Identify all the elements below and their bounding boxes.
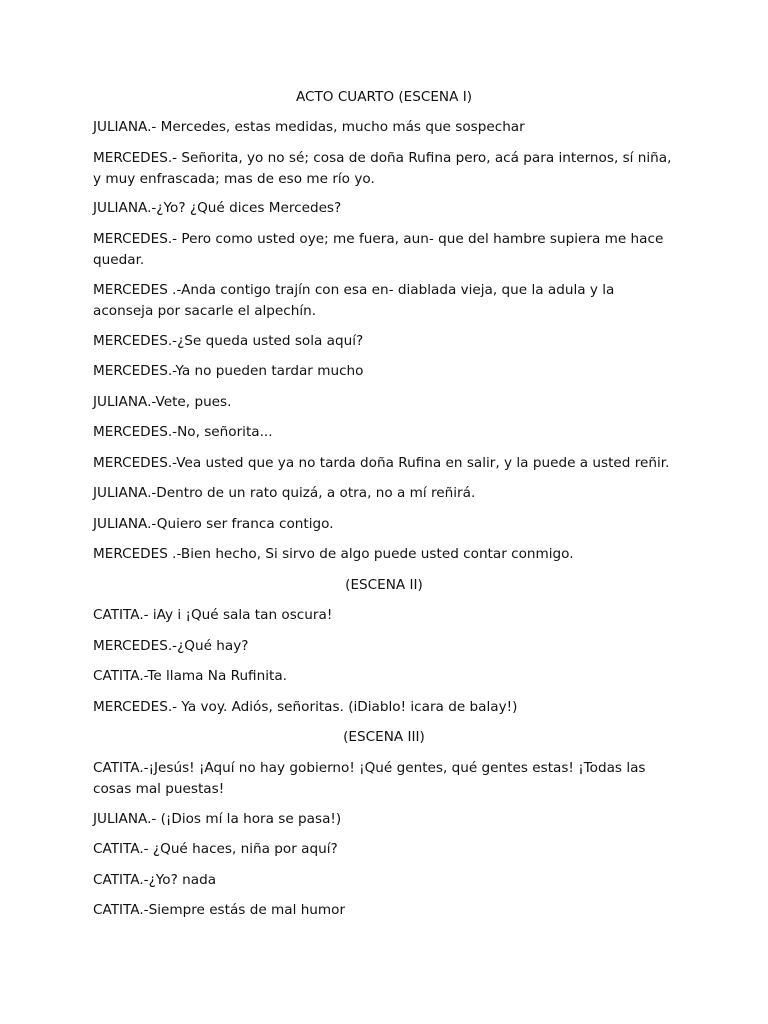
dialogue-line: MERCEDES.- Señorita, yo no sé; cosa de doña Rufina pero, acá para internos, sí niña, y muy enfrascada; mas de eso me río yo. xyxy=(93,150,672,187)
dialogue-line: JULIANA.- Mercedes, estas medidas, mucho más que sospechar xyxy=(93,119,525,135)
dialogue-line: CATITA.- ¿Qué haces, niña por aquí? xyxy=(93,841,338,857)
dialogue-line: JULIANA.-Quiero ser franca contigo. xyxy=(93,516,334,532)
dialogue-line: CATITA.- iAy i ¡Qué sala tan oscura! xyxy=(93,607,333,623)
dialogue-line: MERCEDES.- Pero como usted oye; me fuera, aun- que del hambre supiera me hace quedar. xyxy=(93,231,664,268)
dialogue-line: MERCEDES.-Vea usted que ya no tarda doña Rufina en salir, y la puede a usted reñir. xyxy=(93,455,670,471)
dialogue-line: MERCEDES.-No, señorita... xyxy=(93,424,273,440)
dialogue-line: CATITA.-Te llama Na Rufinita. xyxy=(93,668,287,684)
dialogue-line: MERCEDES.-¿Qué hay? xyxy=(93,638,249,654)
dialogue-line: MERCEDES .-Anda contigo trajín con esa en- diablada vieja, que la adula y la aconseja por sacarle el alpechín. xyxy=(93,282,615,319)
dialogue-line: MERCEDES .-Bien hecho, Si sirvo de algo puede usted contar conmigo. xyxy=(93,546,574,562)
dialogue-line: JULIANA.- (¡Dios mí la hora se pasa!) xyxy=(93,811,342,827)
scene-heading: (ESCENA III) xyxy=(343,729,425,745)
dialogue-line: JULIANA.-¿Yo? ¿Qué dices Mercedes? xyxy=(93,200,342,216)
dialogue-line: MERCEDES.- Ya voy. Adiós, señoritas. (iDiablo! icara de balay!) xyxy=(93,699,518,715)
dialogue-line: CATITA.-¡Jesús! ¡Aquí no hay gobierno! ¡Qué gentes, qué gentes estas! ¡Todas las cosas mal puestas! xyxy=(93,760,646,797)
act-title: ACTO CUARTO (ESCENA I) xyxy=(295,89,473,105)
dialogue-line: MERCEDES.-Ya no pueden tardar mucho xyxy=(93,363,364,379)
dialogue-line: MERCEDES.-¿Se queda usted sola aquí? xyxy=(93,333,364,349)
dialogue-line: CATITA.-¿Yo? nada xyxy=(93,872,217,888)
dialogue-line: CATITA.-Siempre estás de mal humor xyxy=(93,902,346,918)
dialogue-line: JULIANA.-Vete, pues. xyxy=(93,394,232,410)
dialogue-line: JULIANA.-Dentro de un rato quizá, a otra, no a mí reñirá. xyxy=(93,485,476,501)
scene-heading: (ESCENA II) xyxy=(345,577,423,593)
